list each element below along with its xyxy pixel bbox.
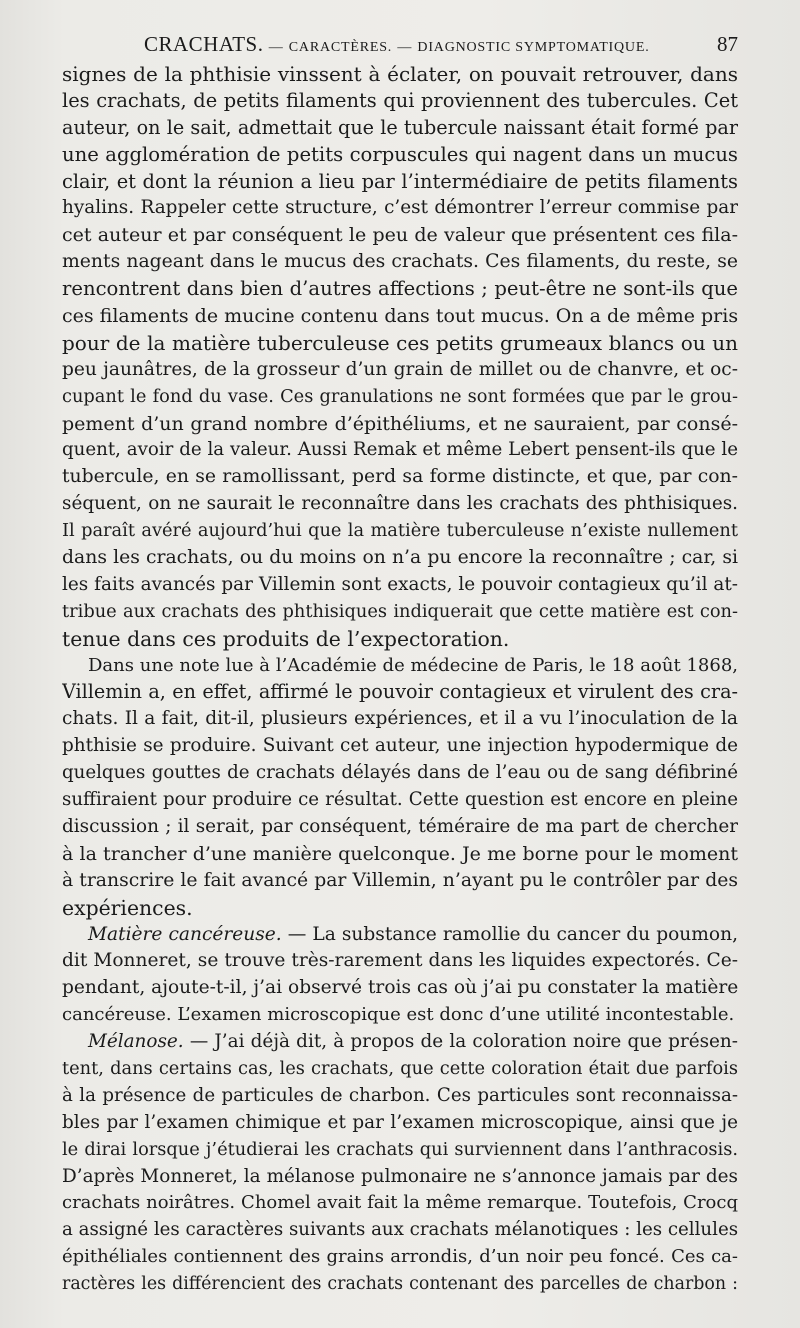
text-line: chats. Il a fait, dit-il, plusieurs expériences, et il a vu l’inoculation de la (62, 708, 738, 730)
text-line: épithéliales contiennent des grains arrondis, d’un noir peu foncé. Ces ca- (62, 1246, 738, 1268)
text-line: séquent, on ne saurait le reconnaître dans les crachats des phthisiques. (62, 493, 738, 515)
text-line: quent, avoir de la valeur. Aussi Remak et même Lebert pensent-ils que le (62, 439, 738, 461)
running-head (62, 30, 738, 58)
text-line: crachats noirâtres. Chomel avait fait la même remarque. Toutefois, Crocq (62, 1192, 738, 1214)
text-line: Il paraît avéré aujourd’hui que la matière tuberculeuse n’existe nullement (62, 520, 738, 542)
cancer-heading: Matière cancéreuse. (88, 923, 282, 945)
text-line: ments nageant dans le mucus des crachats. Ces filaments, du reste, se (62, 251, 738, 273)
text-line: à la présence de particules de charbon. Ces particules sont reconnaissa- (62, 1084, 738, 1106)
text-line: phthisie se produire. Suivant cet auteur, une injection hypodermique de (62, 735, 738, 757)
text-line: pendant, ajoute-t-il, j’ai observé trois cas où j’ai pu constater la matière (62, 977, 738, 999)
page-number: 87 (717, 32, 738, 56)
text-line: tenue dans ces produits de l’expectoration. (62, 626, 510, 651)
running-head-title: CRACHATS. (144, 32, 264, 56)
text-line: auteur, on le sait, admettait que le tubercule naissant était formé par (62, 115, 738, 139)
text-line: tent, dans certains cas, les crachats, que cette coloration était due parfois (62, 1057, 738, 1079)
text-line: expériences. (62, 895, 193, 920)
text-line: D’après Monneret, la mélanose pulmonaire ne s’annonce jamais par des (62, 1165, 738, 1187)
text-line: le dirai lorsque j’étudierai les crachats qui surviennent dans l’anthracosis. (62, 1138, 738, 1160)
text-line: dans les crachats, ou du moins on n’a pu encore la reconnaître ; car, si (62, 547, 738, 569)
text-line: a assigné les caractères suivants aux crachats mélanotiques : les cellules (62, 1219, 738, 1241)
text-line: ces filaments de mucine contenu dans tout mucus. On a de même pris (62, 305, 738, 328)
melanose-heading: Mélanose. (88, 1031, 184, 1053)
text-line: suffiraient pour produire ce résultat. Cette question est encore en pleine (62, 789, 738, 811)
running-head-dash: — (268, 40, 284, 55)
text-line: pour de la matière tuberculeuse ces petits grumeaux blancs ou un (62, 330, 738, 355)
text-line: les crachats, de petits filaments qui proviennent des tubercules. Cet (62, 88, 738, 112)
running-head-dash: — (397, 40, 413, 55)
text-line: Villemin a, en effet, affirmé le pouvoir contagieux et virulent des cra- (62, 680, 738, 704)
text-line: hyalins. Rappeler cette structure, c’est démontrer l’erreur commise par (62, 197, 738, 219)
text-line: discussion ; il serait, par conséquent, téméraire de ma part de chercher (62, 815, 738, 837)
paragraph-cancer-first-line (62, 922, 738, 949)
text-line: une agglomération de petits corpuscules qui nagent dans un mucus (62, 142, 738, 166)
text-line: cancéreuse. L’examen microscopique est donc d’une utilité incontestable. (62, 1004, 735, 1026)
text-line: clair, et dont la réunion a lieu par l’intermédiaire de petits filaments (62, 169, 738, 193)
text-line: bles par l’examen chimique et par l’examen microscopique, ainsi que je (62, 1111, 738, 1133)
running-head-text (144, 30, 650, 62)
text-line: à transcrire le fait avancé par Villemin, n’ayant pu le contrôler par des (62, 869, 738, 891)
text-line: signes de la phthisie vinssent à éclater, on pouvait retrouver, dans (62, 62, 738, 86)
cancer-first-line-text: — La substance ramollie du cancer du poumon, (281, 923, 738, 945)
text-line: ractères les différencient des crachats contenant des parcelles de charbon : (62, 1274, 738, 1295)
body-text (62, 61, 738, 1298)
melanose-first-line-text: — J’ai déjà dit, à propos de la coloration noire que présen- (183, 1031, 738, 1053)
text-line: tubercule, en se ramollissant, perd sa forme distincte, et que, par con- (62, 466, 738, 488)
text-line: rencontrent dans bien d’autres affections ; peut-être ne sont-ils que (62, 277, 738, 301)
text-line: cet auteur et par conséquent le peu de valeur que présentent ces fila- (62, 224, 738, 247)
text-line: dit Monneret, se trouve très-rarement dans les liquides expectorés. Ce- (62, 950, 738, 972)
text-line: les faits avancés par Villemin sont exacts, le pouvoir contagieux qu’il at- (62, 573, 738, 595)
running-head-section: CARACTÈRES. (288, 40, 393, 55)
text-line: pement d’un grand nombre d’épithéliums, et ne sauraient, par consé- (62, 412, 738, 435)
text-line: tribue aux crachats des phthisiques indiquerait que cette matière est con- (62, 600, 738, 622)
text-line: Dans une note lue à l’Académie de médecine de Paris, le 18 août 1868, (88, 654, 738, 676)
text-line: quelques gouttes de crachats délayés dans de l’eau ou de sang défibriné (62, 762, 738, 784)
text-line: peu jaunâtres, de la grosseur d’un grain de millet ou de chanvre, et oc- (62, 358, 738, 380)
text-line: cupant le fond du vase. Ces granulations ne sont formées que par le grou- (62, 385, 738, 407)
paragraph-melanose-first-line (62, 1029, 738, 1056)
running-head-subsection: DIAGNOSTIC SYMPTOMATIQUE. (417, 40, 650, 55)
text-line: à la trancher d’une manière quelconque. Je me borne pour le moment (62, 842, 738, 865)
